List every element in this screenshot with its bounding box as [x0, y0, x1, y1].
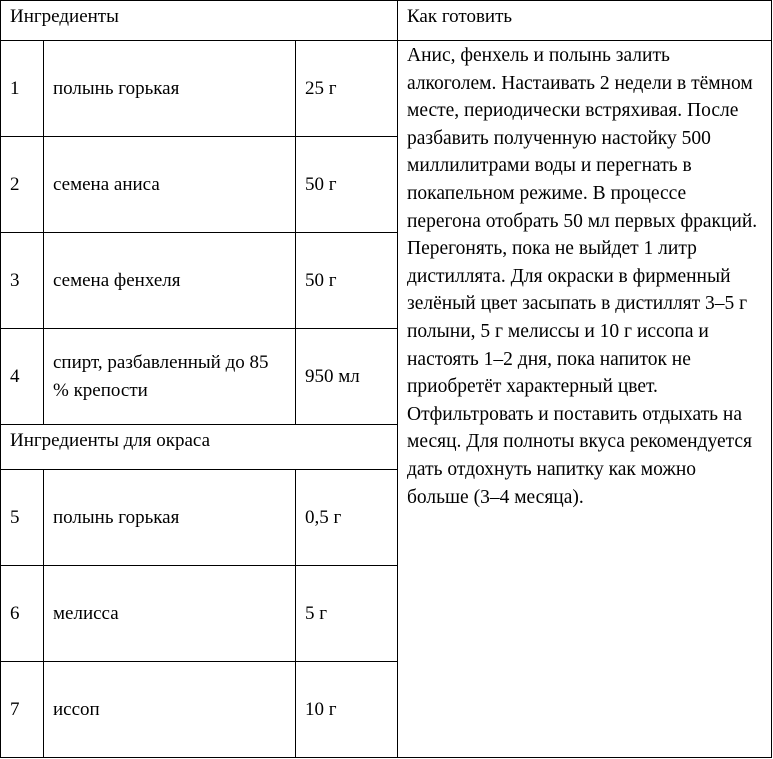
row-number: 7 — [1, 662, 44, 758]
ingredient-row — [1, 41, 772, 137]
ingredient-name: полынь горькая — [44, 470, 296, 566]
ingredient-name: семена аниса — [44, 137, 296, 233]
ingredient-name: полынь горькая — [44, 41, 296, 137]
ingredient-quantity: 10 г — [296, 662, 398, 758]
row-number: 4 — [1, 329, 44, 425]
ingredient-quantity: 0,5 г — [296, 470, 398, 566]
method-cell — [398, 41, 772, 758]
coloring-header: Ингредиенты для окраса — [1, 425, 398, 470]
row-number: 5 — [1, 470, 44, 566]
row-number: 3 — [1, 233, 44, 329]
method-header: Как готовить — [398, 1, 772, 41]
ingredient-name: иссоп — [44, 662, 296, 758]
ingredients-header: Ингредиенты — [1, 1, 398, 41]
row-number: 2 — [1, 137, 44, 233]
row-number: 1 — [1, 41, 44, 137]
method-text: Анис, фенхель и полынь залить алкоголем. Настаивать 2 недели в тёмном месте, периодически встряхивая. После разбавить полученную настойку 500 миллилитрами воды и перегнать в покапельном режиме. В процессе перегона отобрать 50 мл первых фракций. Перегонять, пока не выйдет 1 литр дистиллята. Для окраски в фирменный зелёный цвет засыпать в дистиллят 3–5 г полыни, 5 г мелиссы и 10 г иссопа и настоять 1–2 дня, пока напиток не приобретёт характерный цвет. Отфильтровать и поставить отдыхать на месяц. Для полноты вкуса рекомендуется дать отдохнуть напитку как можно больше (3–4 месяца). — [407, 45, 758, 508]
ingredient-quantity: 25 г — [296, 41, 398, 137]
ingredient-name: семена фенхеля — [44, 233, 296, 329]
ingredient-quantity: 50 г — [296, 233, 398, 329]
ingredient-name: мелисса — [44, 566, 296, 662]
header-row — [1, 1, 772, 41]
ingredient-name: спирт, разбавленный до 85 % крепости — [44, 329, 296, 425]
row-number: 6 — [1, 566, 44, 662]
ingredient-quantity: 50 г — [296, 137, 398, 233]
ingredient-quantity: 950 мл — [296, 329, 398, 425]
ingredient-quantity: 5 г — [296, 566, 398, 662]
